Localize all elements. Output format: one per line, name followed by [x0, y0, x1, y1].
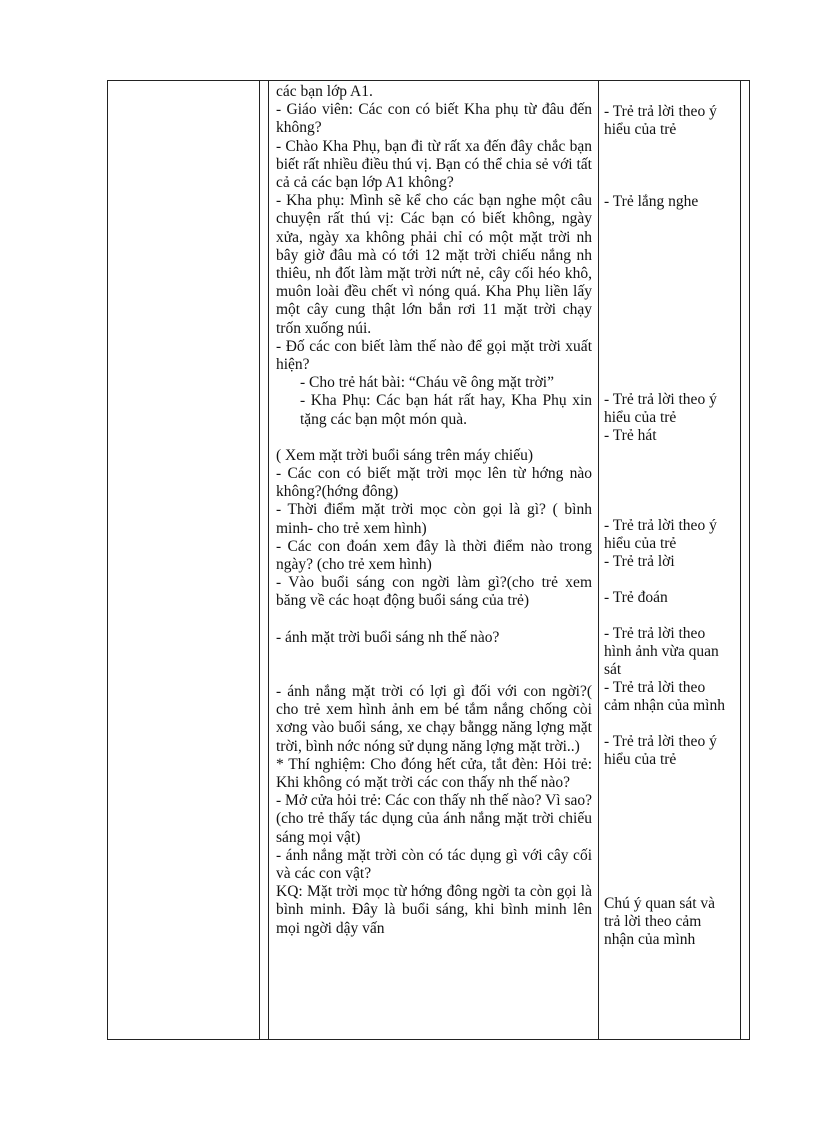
text-line: các bạn lớp A1. — [276, 83, 373, 100]
kid-response: - Trẻ đoán — [604, 589, 668, 606]
teacher-activity-column — [276, 83, 592, 938]
kid-response: - Trẻ trả lời — [604, 553, 675, 570]
blank-line — [276, 611, 592, 629]
kid-response: - Trẻ hát — [604, 427, 657, 444]
kid-response: Chú ý quan sát và trả lời theo cảm nhận của mình — [604, 895, 716, 949]
column-divider-3 — [598, 80, 599, 1040]
blank-line — [276, 429, 592, 447]
column-divider-2 — [268, 80, 269, 1040]
kid-response: - Trẻ trả lời theo ý hiểu của trẻ — [604, 391, 717, 427]
text-line: - Kha phụ: Mình sẽ kể cho các bạn nghe một câu chuyện rất thú vị: Các bạn có biết không, ngày xửa, ngày xa không phải chỉ có một mặt trời nh bây giờ đâu mà có tới 12 mặt trời chiếu nắng nh thiêu, nh đốt làm mặt trời nứt nẻ, cây cối héo khô, muôn loài đều chết vì nóng quá. Kha Phụ liền lấy một cây cung thật lớn bắn rơi 11 mặt trời chạy trốn xuống núi. — [276, 192, 592, 337]
text-line: - ánh mặt trời buổi sáng nh thế nào? — [276, 628, 500, 646]
text-line: - Giáo viên: Các con có biết Kha phụ từ đâu đến không? — [276, 101, 592, 137]
text-line: - Cho trẻ hát bài: “Cháu vẽ ông mặt trời” — [300, 374, 554, 392]
text-line: - Chào Kha Phụ, bạn đi từ rất xa đến đây chắc bạn biết rất nhiều điều thú vị. Bạn có thể chia sẻ với tất cả cả các bạn lớp A1 không? — [276, 137, 592, 192]
text-line: - Các con đoán xem đây là thời điểm nào trong ngày? (cho trẻ xem hình) — [276, 537, 592, 574]
text-line: - ánh nắng mặt trời có lợi gì đối với con ngời?( cho trẻ xem hình ảnh em bé tắm nắng chống còi xơng vào buổi sáng, xe chạy bằngg năng lợng mặt trời, bình nớc nóng sử dụng năng lợng mặt trời..) — [276, 682, 592, 755]
text-line: - Mở cửa hỏi trẻ: Các con thấy nh thế nào? Vì sao? (cho trẻ thấy tác dụng của ánh nắng mặt trời chiếu sáng mọi vật) — [276, 792, 592, 846]
text-line: - Vào buổi sáng con ngời làm gì?(cho trẻ xem băng về các hoạt động buổi sáng của trẻ) — [276, 574, 592, 610]
text-line: - Thời điểm mặt trời mọc còn gọi là gì? ( bình minh- cho trẻ xem hình) — [276, 501, 592, 537]
text-line: - Các con có biết mặt trời mọc lên từ hớng nào không?(hớng đông) — [276, 465, 592, 501]
kid-response: - Trẻ trả lời theo ý hiểu của trẻ — [604, 103, 717, 139]
text-line: KQ: Mặt trời mọc từ hớng đông ngời ta còn gọi là bình minh. Đây là buổi sáng, khi bình minh lên mọi ngời dậy vấn — [276, 883, 592, 937]
kid-response: - Trẻ lắng nghe — [604, 193, 699, 210]
text-line: - Đố các con biết làm thế nào để gọi mặt trời xuất hiện? — [276, 337, 592, 374]
text-line: * Thí nghiệm: Cho đóng hết cửa, tắt đèn: Hỏi trẻ: Khi không có mặt trời các con thấy nh thế nào? — [276, 755, 592, 791]
blank-line — [276, 647, 592, 683]
kid-response: - Trẻ trả lời theo cảm nhận của mình — [604, 679, 725, 715]
text-line: ( Xem mặt trời buổi sáng trên máy chiếu) — [276, 446, 533, 464]
text-line: - ánh nắng mặt trời còn có tác dụng gì với cây cối và các con vật? — [276, 846, 592, 882]
column-divider-1 — [259, 80, 260, 1040]
text-line: - Kha Phụ: Các bạn hát rất hay, Kha Phụ xin tặng các bạn một món quà. — [300, 392, 592, 428]
kid-response: - Trẻ trả lời theo hình ảnh vừa quan sát — [604, 625, 719, 679]
kid-response: - Trẻ trả lời theo ý hiểu của trẻ — [604, 733, 717, 769]
kid-response: - Trẻ trả lời theo ý hiểu của trẻ — [604, 517, 717, 553]
column-divider-4 — [740, 80, 741, 1040]
